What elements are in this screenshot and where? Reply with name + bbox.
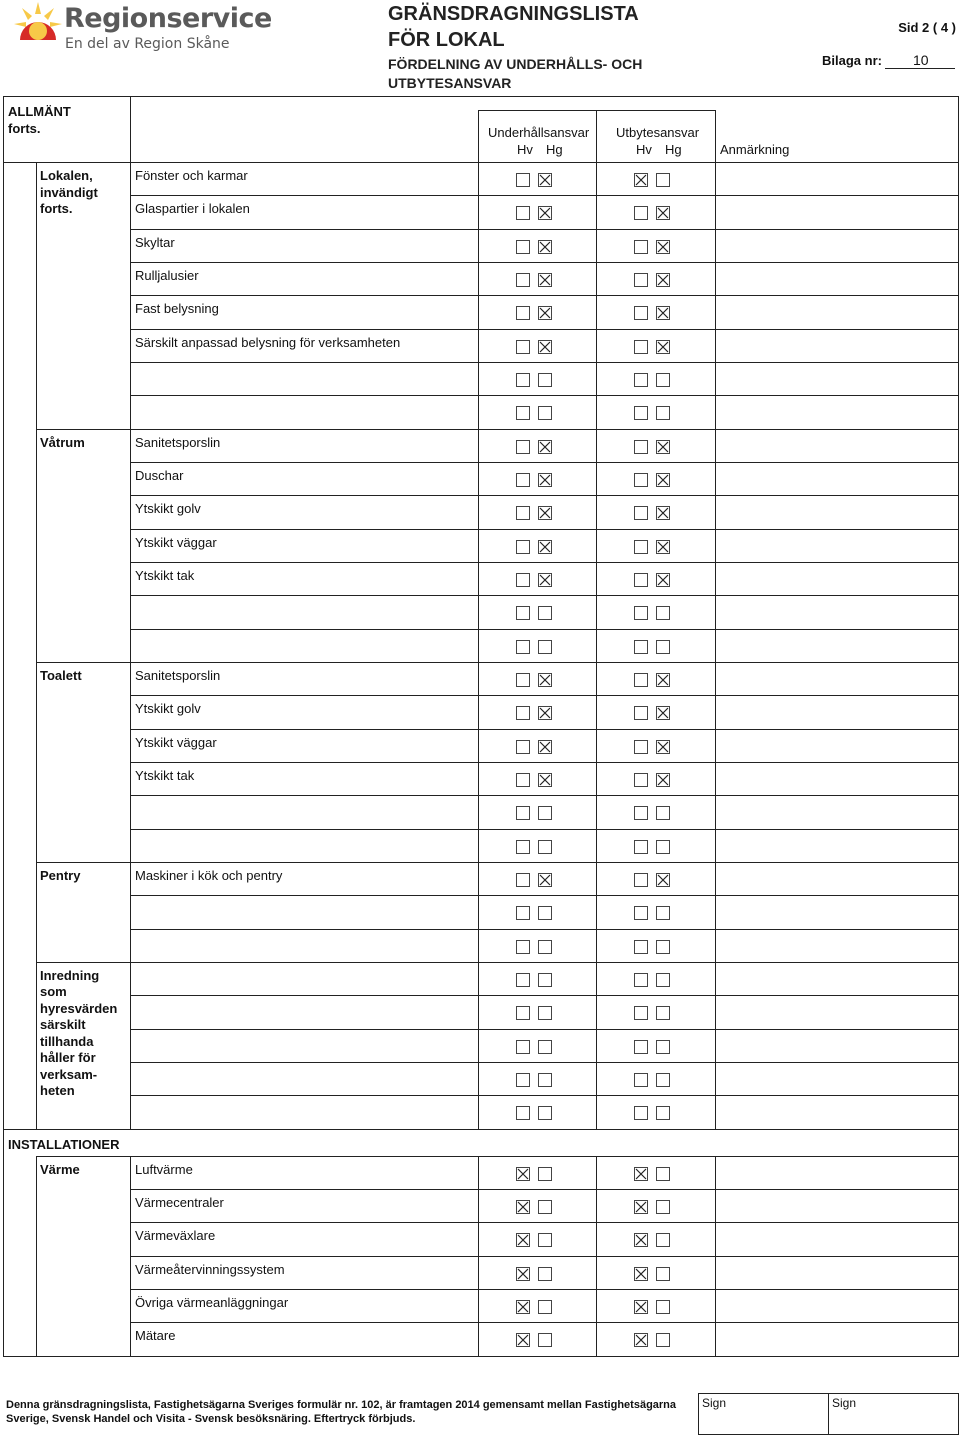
group-rule (36, 1156, 959, 1157)
regionservice-logo (14, 0, 274, 58)
sign-box-left (698, 1393, 699, 1435)
checkmark-x-icon (539, 507, 551, 519)
checkbox-uh-hv[interactable] (516, 406, 530, 420)
group-rule (36, 862, 959, 863)
checkmark-x-icon (517, 1301, 529, 1313)
checkmark-x-icon (635, 1234, 647, 1246)
group-label: Pentry (40, 867, 81, 883)
row-rule (130, 762, 959, 763)
col-header-utbytesansvar: Utbytesansvar (616, 125, 700, 140)
checkbox-uh-hv[interactable] (516, 573, 530, 587)
row-label: Värmeåtervinningssystem (135, 1261, 285, 1277)
checkbox-uh-hg[interactable] (538, 206, 552, 220)
checkbox-uh-hg[interactable] (538, 1040, 552, 1054)
checkbox-ut-hg[interactable] (656, 773, 670, 787)
checkbox-uh-hg[interactable] (538, 1300, 552, 1314)
checkbox-ut-hv[interactable] (634, 273, 648, 287)
group-rule (36, 429, 959, 430)
logo-wordmark: Regionservice (64, 3, 272, 34)
checkbox-uh-hg[interactable] (538, 506, 552, 520)
footer-disclaimer: Denna gränsdragningslista, Fastighetsägarna Sveriges formulär nr. 102, är framtagen 2014 gemensamt mellan Fastighetsägarna Sverige, Svensk Handel och Visita - Svensk besöksnäring. Eftertryck förbjuds. (6, 1399, 677, 1425)
document-subtitle-line2: UTBYTESANSVAR (388, 75, 512, 91)
col-header-hv-2: Hv (636, 142, 652, 157)
row-label: Fast belysning (135, 301, 219, 317)
sign-box-divider (828, 1393, 829, 1435)
checkbox-ut-hv[interactable] (634, 540, 648, 554)
checkmark-x-icon (657, 207, 669, 219)
checkmark-x-icon (539, 874, 551, 886)
row-rule (130, 1189, 959, 1190)
checkbox-ut-hg[interactable] (656, 240, 670, 254)
row-rule (130, 462, 959, 463)
checkmark-x-icon (657, 274, 669, 286)
underhall-column-rule (478, 110, 479, 1129)
col-header-underhallsansvar: Underhållsansvar (488, 125, 590, 140)
checkmark-x-icon (517, 1234, 529, 1246)
checkbox-uh-hv[interactable] (516, 540, 530, 554)
checkbox-uh-hv[interactable] (516, 1200, 530, 1214)
checkbox-uh-hv[interactable] (516, 440, 530, 454)
checkmark-x-icon (657, 707, 669, 719)
row-label: Ytskikt väggar (135, 534, 217, 550)
checkmark-x-icon (657, 741, 669, 753)
row-rule (130, 829, 959, 830)
checkbox-uh-hv[interactable] (516, 673, 530, 687)
checkbox-uh-hv[interactable] (516, 906, 530, 920)
col-header-hg-2: Hg (665, 142, 682, 157)
checkbox-ut-hv[interactable] (634, 740, 648, 754)
checkbox-uh-hg[interactable] (538, 1073, 552, 1087)
table-bottom-rule (3, 1356, 959, 1357)
checkbox-ut-hg[interactable] (656, 506, 670, 520)
checkbox-ut-hv[interactable] (634, 1106, 648, 1120)
row-rule (130, 1289, 959, 1290)
checkbox-ut-hg[interactable] (656, 473, 670, 487)
checkbox-ut-hg[interactable] (656, 1006, 670, 1020)
checkbox-uh-hv[interactable] (516, 373, 530, 387)
row-rule (130, 1322, 959, 1323)
checkmark-x-icon (635, 1168, 647, 1180)
checkmark-x-icon (657, 507, 669, 519)
checkmark-x-icon (539, 674, 551, 686)
checkmark-x-icon (539, 474, 551, 486)
checkbox-ut-hv[interactable] (634, 840, 648, 854)
checkbox-uh-hv[interactable] (516, 1073, 530, 1087)
checkbox-ut-hg[interactable] (656, 706, 670, 720)
checkbox-uh-hg[interactable] (538, 973, 552, 987)
row-label: Ytskikt tak (135, 567, 195, 583)
checkbox-ut-hg[interactable] (656, 1233, 670, 1247)
checkbox-uh-hg[interactable] (538, 1333, 552, 1347)
row-rule (130, 929, 959, 930)
checkbox-ut-hv[interactable] (634, 173, 648, 187)
checkbox-uh-hv[interactable] (516, 173, 530, 187)
row-rule (130, 895, 959, 896)
table-right-border (958, 96, 959, 1356)
checkmark-x-icon (657, 874, 669, 886)
checkmark-x-icon (517, 1168, 529, 1180)
row-label: Sanitetsporslin (135, 667, 221, 683)
category-column-rule (36, 1156, 37, 1356)
checkbox-ut-hg[interactable] (656, 306, 670, 320)
row-rule (130, 395, 959, 396)
checkmark-x-icon (539, 541, 551, 553)
checkbox-uh-hv[interactable] (516, 1167, 530, 1181)
checkbox-uh-hv[interactable] (516, 240, 530, 254)
checkbox-ut-hv[interactable] (634, 1300, 648, 1314)
checkbox-uh-hg[interactable] (538, 273, 552, 287)
checkbox-uh-hg[interactable] (538, 473, 552, 487)
row-rule (130, 629, 959, 630)
checkmark-x-icon (517, 1334, 529, 1346)
checkmark-x-icon (635, 1301, 647, 1313)
sign-box-right (958, 1393, 959, 1435)
row-rule (130, 1095, 959, 1096)
checkbox-ut-hg[interactable] (656, 440, 670, 454)
checkbox-ut-hg[interactable] (656, 1073, 670, 1087)
checkbox-ut-hg[interactable] (656, 540, 670, 554)
checkbox-ut-hv[interactable] (634, 573, 648, 587)
group-rule (36, 662, 959, 663)
checkbox-ut-hv[interactable] (634, 240, 648, 254)
checkmark-x-icon (657, 307, 669, 319)
checkbox-ut-hg[interactable] (656, 273, 670, 287)
row-label: Mätare (135, 1328, 176, 1344)
checkmark-x-icon (539, 774, 551, 786)
checkbox-ut-hv[interactable] (634, 973, 648, 987)
checkmark-x-icon (657, 774, 669, 786)
checkbox-ut-hv[interactable] (634, 206, 648, 220)
checkbox-uh-hg[interactable] (538, 873, 552, 887)
checkbox-uh-hg[interactable] (538, 173, 552, 187)
row-rule (130, 1062, 959, 1063)
checkbox-ut-hv[interactable] (634, 1040, 648, 1054)
checkmark-x-icon (539, 207, 551, 219)
checkmark-x-icon (539, 441, 551, 453)
row-rule (130, 1222, 959, 1223)
row-rule (130, 562, 959, 563)
checkbox-ut-hv[interactable] (634, 1073, 648, 1087)
checkbox-ut-hv[interactable] (634, 373, 648, 387)
checkmark-x-icon (657, 241, 669, 253)
row-label: Glaspartier i lokalen (135, 201, 250, 217)
table-left-border (3, 96, 4, 1356)
checkbox-uh-hv[interactable] (516, 806, 530, 820)
checkbox-uh-hv[interactable] (516, 740, 530, 754)
checkbox-ut-hg[interactable] (656, 1333, 670, 1347)
document-subtitle-line1: FÖRDELNING AV UNDERHÅLLS- OCH (388, 56, 643, 72)
checkbox-uh-hv[interactable] (516, 840, 530, 854)
checkbox-ut-hg[interactable] (656, 1300, 670, 1314)
row-label: Värmecentraler (135, 1194, 224, 1210)
checkbox-ut-hg[interactable] (656, 173, 670, 187)
checkbox-uh-hg[interactable] (538, 1167, 552, 1181)
checkbox-uh-hv[interactable] (516, 640, 530, 654)
item-column-rule (130, 1156, 131, 1356)
checkbox-ut-hg[interactable] (656, 873, 670, 887)
row-label: Skyltar (135, 234, 175, 250)
checkbox-ut-hg[interactable] (656, 973, 670, 987)
row-rule (130, 995, 959, 996)
checkbox-ut-hg[interactable] (656, 340, 670, 354)
checkbox-ut-hg[interactable] (656, 1167, 670, 1181)
checkbox-uh-hg[interactable] (538, 1267, 552, 1281)
item-column-rule (130, 96, 131, 1129)
checkbox-uh-hv[interactable] (516, 506, 530, 520)
checkbox-uh-hg[interactable] (538, 673, 552, 687)
checkbox-ut-hv[interactable] (634, 906, 648, 920)
checkmark-x-icon (539, 707, 551, 719)
checkbox-uh-hv[interactable] (516, 1300, 530, 1314)
checkmark-x-icon (517, 1268, 529, 1280)
checkbox-ut-hg[interactable] (656, 206, 670, 220)
row-label: Ytskikt golv (135, 701, 201, 717)
checkmark-x-icon (539, 241, 551, 253)
bilaga-label: Bilaga nr: (822, 53, 882, 68)
checkbox-uh-hg[interactable] (538, 606, 552, 620)
checkbox-uh-hv[interactable] (516, 773, 530, 787)
row-rule (130, 795, 959, 796)
row-label: Luftvärme (135, 1161, 193, 1177)
row-label: Värmeväxlare (135, 1228, 216, 1244)
checkmark-x-icon (635, 1268, 647, 1280)
checkmark-x-icon (657, 541, 669, 553)
row-rule (130, 329, 959, 330)
checkbox-ut-hv[interactable] (634, 606, 648, 620)
checkbox-ut-hg[interactable] (656, 1267, 670, 1281)
checkbox-uh-hv[interactable] (516, 606, 530, 620)
checkbox-ut-hg[interactable] (656, 373, 670, 387)
checkbox-uh-hg[interactable] (538, 640, 552, 654)
section-heading-installationer: INSTALLATIONER (8, 1136, 120, 1152)
checkbox-ut-hg[interactable] (656, 606, 670, 620)
category-column-rule (36, 162, 37, 1129)
checkmark-x-icon (657, 341, 669, 353)
checkmark-x-icon (657, 441, 669, 453)
checkmark-x-icon (657, 674, 669, 686)
checkbox-ut-hv[interactable] (634, 440, 648, 454)
checkmark-x-icon (635, 174, 647, 186)
checkbox-ut-hv[interactable] (634, 473, 648, 487)
checkbox-ut-hv[interactable] (634, 706, 648, 720)
checkbox-uh-hg[interactable] (538, 240, 552, 254)
row-label: Rulljalusier (135, 267, 199, 283)
row-label: Övriga värmeanläggningar (135, 1294, 289, 1310)
anmarkning-column-rule (715, 110, 716, 1129)
row-label: Maskiner i kök och pentry (135, 867, 283, 883)
row-label: Fönster och karmar (135, 168, 248, 183)
checkbox-ut-hg[interactable] (656, 640, 670, 654)
checkmark-x-icon (539, 741, 551, 753)
checkbox-ut-hg[interactable] (656, 1040, 670, 1054)
group-label: Våtrum (40, 434, 85, 450)
section-heading-allmant: ALLMÄNT forts. (8, 104, 71, 136)
row-rule (130, 229, 959, 230)
group-label: Lokalen, invändigt forts. (40, 168, 98, 216)
checkbox-uh-hv[interactable] (516, 706, 530, 720)
checkbox-ut-hg[interactable] (656, 906, 670, 920)
checkbox-ut-hv[interactable] (634, 1233, 648, 1247)
checkmark-x-icon (635, 1201, 647, 1213)
row-label: Duschar (135, 467, 184, 483)
sun-logo-icon (14, 0, 62, 48)
checkbox-uh-hg[interactable] (538, 573, 552, 587)
logo-subtext: En del av Region Skåne (65, 36, 230, 52)
checkbox-uh-hg[interactable] (538, 940, 552, 954)
checkbox-uh-hg[interactable] (538, 1006, 552, 1020)
checkbox-uh-hg[interactable] (538, 706, 552, 720)
checkbox-ut-hv[interactable] (634, 673, 648, 687)
row-rule (130, 595, 959, 596)
checkbox-uh-hg[interactable] (538, 1200, 552, 1214)
row-label: Ytskikt golv (135, 501, 201, 517)
checkbox-uh-hv[interactable] (516, 206, 530, 220)
group-label: Inredning som hyresvärden särskilt tillhanda håller för verksam-heten (40, 967, 118, 1099)
row-rule (130, 1256, 959, 1257)
sign-field-1[interactable]: Sign (702, 1396, 727, 1410)
row-label: Ytskikt tak (135, 767, 195, 783)
row-rule (130, 529, 959, 530)
checkbox-uh-hv[interactable] (516, 1333, 530, 1347)
checkbox-uh-hv[interactable] (516, 873, 530, 887)
checkbox-ut-hv[interactable] (634, 873, 648, 887)
checkmark-x-icon (657, 474, 669, 486)
checkbox-uh-hg[interactable] (538, 1106, 552, 1120)
row-rule (130, 729, 959, 730)
checkbox-ut-hg[interactable] (656, 1200, 670, 1214)
utbyte-column-rule (596, 110, 597, 1129)
row-rule (130, 262, 959, 263)
bilaga-number-field[interactable]: 10 (885, 52, 955, 69)
checkbox-ut-hg[interactable] (656, 406, 670, 420)
document-title-line1: GRÄNSDRAGNINGSLISTA (388, 3, 639, 25)
checkbox-ut-hg[interactable] (656, 940, 670, 954)
checkbox-uh-hv[interactable] (516, 973, 530, 987)
checkbox-uh-hg[interactable] (538, 840, 552, 854)
checkmark-x-icon (635, 1334, 647, 1346)
document-title-line2: FÖR LOKAL (388, 29, 505, 51)
checkmark-x-icon (539, 341, 551, 353)
header-bottom-rule (3, 162, 959, 163)
checkmark-x-icon (539, 574, 551, 586)
checkbox-ut-hv[interactable] (634, 940, 648, 954)
row-label: Ytskikt väggar (135, 734, 217, 750)
checkbox-uh-hg[interactable] (538, 373, 552, 387)
row-rule (130, 362, 959, 363)
checkbox-uh-hv[interactable] (516, 1006, 530, 1020)
checkbox-ut-hg[interactable] (656, 840, 670, 854)
row-label: Sanitetsporslin (135, 434, 221, 450)
checkbox-ut-hg[interactable] (656, 573, 670, 587)
checkbox-ut-hg[interactable] (656, 1106, 670, 1120)
checkbox-ut-hv[interactable] (634, 1006, 648, 1020)
checkbox-uh-hg[interactable] (538, 773, 552, 787)
checkbox-ut-hg[interactable] (656, 673, 670, 687)
checkbox-uh-hv[interactable] (516, 340, 530, 354)
checkbox-uh-hv[interactable] (516, 940, 530, 954)
checkbox-uh-hg[interactable] (538, 906, 552, 920)
checkbox-uh-hg[interactable] (538, 1233, 552, 1247)
checkbox-ut-hv[interactable] (634, 306, 648, 320)
row-rule (130, 195, 959, 196)
col-header-anmarkning: Anmärkning (720, 142, 790, 157)
checkbox-uh-hg[interactable] (538, 540, 552, 554)
underhall-column-rule (478, 1156, 479, 1356)
row-label: Särskilt anpassad belysning för verksamheten (135, 334, 401, 350)
checkmark-x-icon (539, 307, 551, 319)
checkbox-ut-hv[interactable] (634, 1200, 648, 1214)
col-header-hv-1: Hv (517, 142, 533, 157)
checkmark-x-icon (539, 274, 551, 286)
checkbox-uh-hg[interactable] (538, 340, 552, 354)
checkmark-x-icon (657, 574, 669, 586)
checkbox-ut-hv[interactable] (634, 640, 648, 654)
row-rule (130, 295, 959, 296)
checkbox-ut-hv[interactable] (634, 1267, 648, 1281)
checkbox-ut-hv[interactable] (634, 506, 648, 520)
utbyte-column-rule (596, 1156, 597, 1356)
checkbox-uh-hg[interactable] (538, 306, 552, 320)
table-rule (3, 96, 959, 97)
checkmark-x-icon (517, 1201, 529, 1213)
checkbox-ut-hv[interactable] (634, 1167, 648, 1181)
checkbox-ut-hv[interactable] (634, 1333, 648, 1347)
checkbox-ut-hv[interactable] (634, 340, 648, 354)
checkbox-uh-hv[interactable] (516, 473, 530, 487)
checkbox-uh-hv[interactable] (516, 273, 530, 287)
checkmark-x-icon (539, 174, 551, 186)
page-indicator: Sid 2 ( 4 ) (898, 20, 956, 35)
checkbox-ut-hv[interactable] (634, 773, 648, 787)
col-header-hg-1: Hg (546, 142, 563, 157)
checkbox-uh-hv[interactable] (516, 306, 530, 320)
checkbox-ut-hg[interactable] (656, 806, 670, 820)
checkbox-ut-hg[interactable] (656, 740, 670, 754)
checkbox-ut-hv[interactable] (634, 406, 648, 420)
row-rule (130, 1029, 959, 1030)
checkbox-uh-hg[interactable] (538, 740, 552, 754)
checkbox-uh-hg[interactable] (538, 440, 552, 454)
checkbox-uh-hv[interactable] (516, 1040, 530, 1054)
checkbox-uh-hv[interactable] (516, 1267, 530, 1281)
group-rule (36, 962, 959, 963)
checkbox-uh-hv[interactable] (516, 1233, 530, 1247)
sign-field-2[interactable]: Sign (832, 1396, 857, 1410)
group-label: Värme (40, 1161, 80, 1177)
checkbox-uh-hv[interactable] (516, 1106, 530, 1120)
row-rule (130, 495, 959, 496)
row-rule (130, 695, 959, 696)
checkbox-ut-hv[interactable] (634, 806, 648, 820)
checkbox-uh-hg[interactable] (538, 406, 552, 420)
section-rule (3, 1129, 959, 1130)
checkbox-uh-hg[interactable] (538, 806, 552, 820)
anmarkning-column-rule (715, 1156, 716, 1356)
group-label: Toalett (40, 667, 82, 683)
